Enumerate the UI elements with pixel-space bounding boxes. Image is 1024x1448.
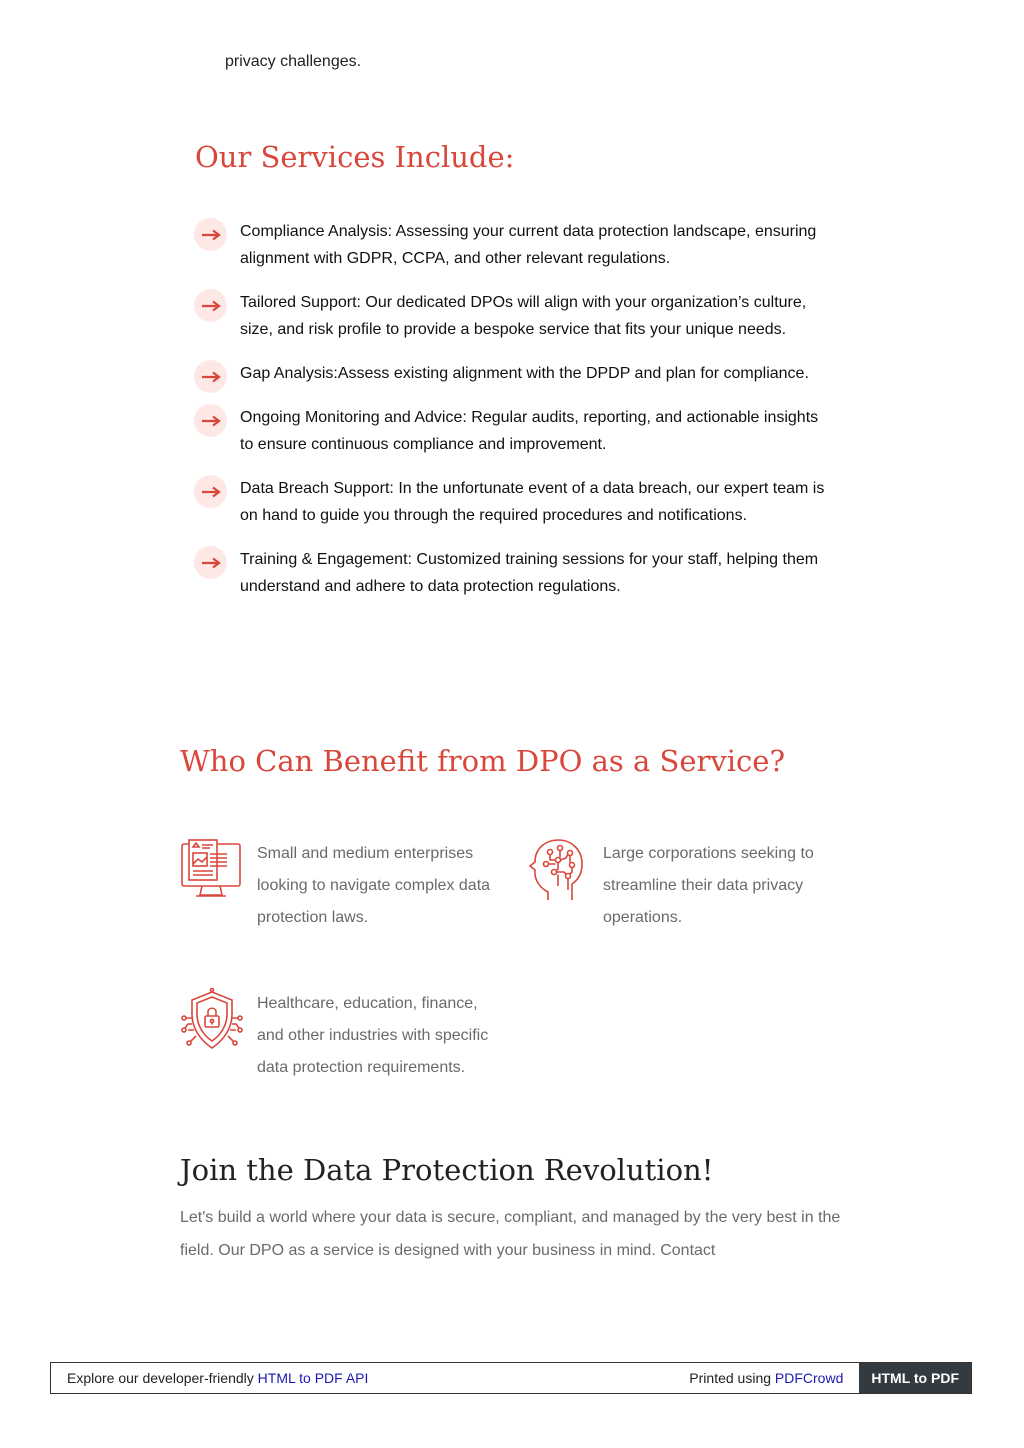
list-item bbox=[194, 546, 834, 600]
footer-explore bbox=[51, 1370, 689, 1386]
join-body-text: Let's build a world where your data is secure, compliant, and managed by the very best in the field. Our DPO as a service is designed with your business in mind. Contact bbox=[180, 1209, 841, 1259]
footer-printed-text: Printed using bbox=[689, 1370, 775, 1386]
list-item bbox=[194, 289, 834, 343]
computer-document-icon bbox=[180, 838, 244, 902]
service-text: Compliance Analysis: Assessing your current data protection landscape, ensuring alignment with GDPR, CCPA, and other relevant regulations. bbox=[240, 223, 817, 267]
list-item bbox=[194, 475, 834, 529]
services-heading: Our Services Include: bbox=[195, 140, 515, 174]
benefit-item bbox=[526, 838, 856, 934]
list-item bbox=[194, 218, 834, 272]
list-item bbox=[194, 404, 834, 458]
intro-tail-text: privacy challenges. bbox=[225, 53, 362, 70]
html-to-pdf-api-link[interactable]: HTML to PDF API bbox=[257, 1370, 369, 1386]
footer-explore-text: Explore our developer-friendly bbox=[67, 1370, 258, 1386]
arrow-right-icon bbox=[194, 289, 227, 322]
pdfcrowd-link[interactable]: PDFCrowd bbox=[774, 1370, 844, 1386]
service-text: Ongoing Monitoring and Advice: Regular audits, reporting, and actionable insights to ensure continuous compliance and improvement. bbox=[240, 409, 819, 453]
benefit-item bbox=[180, 988, 510, 1084]
benefit-text: Small and medium enterprises looking to navigate complex data protection laws. bbox=[257, 845, 491, 926]
service-text: Gap Analysis:Assess existing alignment with the DPDP and plan for compliance. bbox=[240, 365, 809, 382]
arrow-right-icon bbox=[194, 546, 227, 579]
service-text: Training & Engagement: Customized training sessions for your staff, helping them understand and adhere to data protection regulations. bbox=[240, 551, 819, 595]
arrow-right-icon bbox=[194, 360, 227, 393]
benefit-text: Healthcare, education, finance, and other industries with specific data protection requirements. bbox=[257, 995, 489, 1076]
head-circuit-icon bbox=[526, 838, 590, 902]
services-list bbox=[194, 218, 834, 617]
arrow-right-icon bbox=[194, 218, 227, 251]
benefit-text: Large corporations seeking to streamline their data privacy operations. bbox=[603, 845, 814, 926]
pdfcrowd-footer bbox=[50, 1362, 972, 1394]
list-item bbox=[194, 360, 834, 387]
footer-printed bbox=[689, 1370, 859, 1386]
service-text: Tailored Support: Our dedicated DPOs will align with your organization’s culture, size, and risk profile to provide a bespoke service that fits your unique needs. bbox=[240, 294, 807, 338]
join-heading: Join the Data Protection Revolution! bbox=[180, 1153, 714, 1187]
arrow-right-icon bbox=[194, 404, 227, 437]
html-to-pdf-button[interactable]: HTML to PDF bbox=[859, 1363, 971, 1393]
service-text: Data Breach Support: In the unfortunate event of a data breach, our expert team is on hand to guide you through the required procedures and notifications. bbox=[240, 480, 825, 524]
benefit-item bbox=[180, 838, 510, 934]
arrow-right-icon bbox=[194, 475, 227, 508]
benefit-heading: Who Can Benefit from DPO as a Service? bbox=[180, 744, 785, 778]
shield-lock-icon bbox=[180, 988, 244, 1052]
